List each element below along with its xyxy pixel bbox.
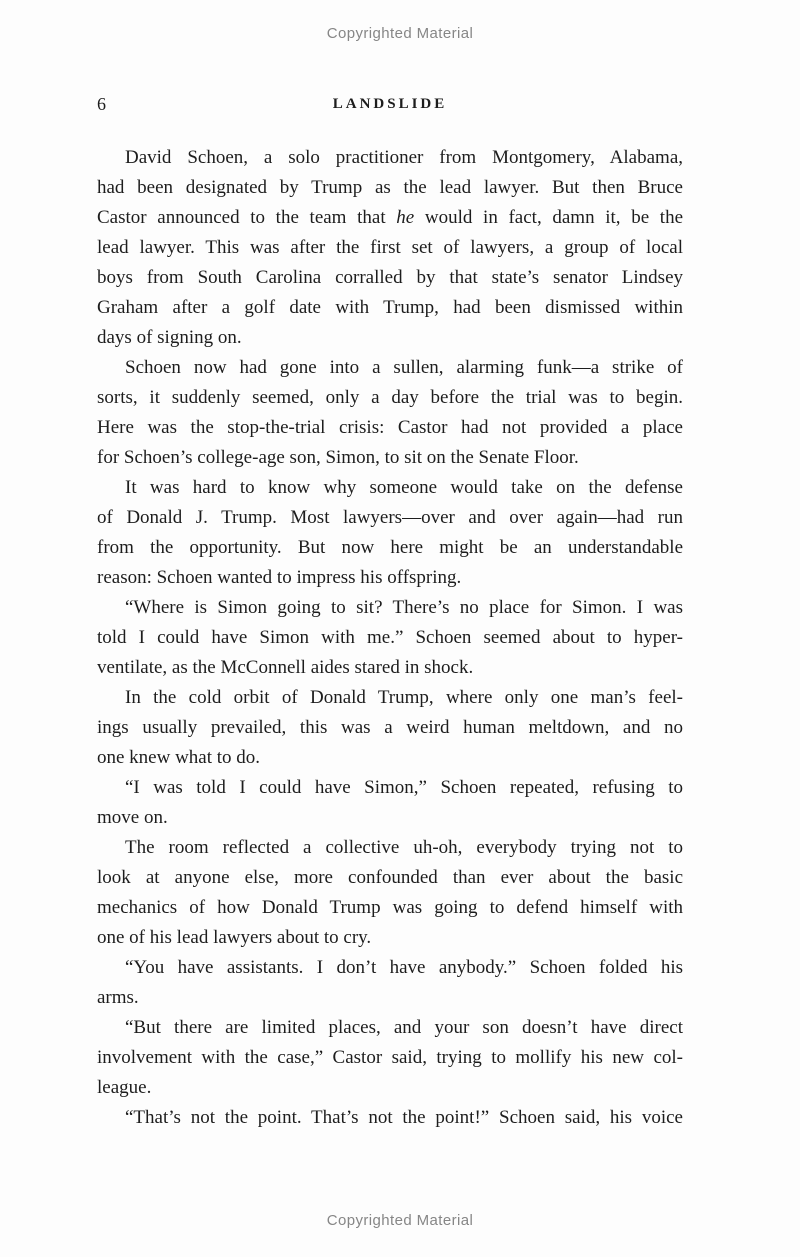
paragraph — [97, 593, 683, 683]
text-line: involvement with the case,” Castor said, trying to mollify his new col- — [97, 1047, 683, 1068]
copyright-notice-top: Copyrighted Material — [326, 25, 474, 42]
text-line: mechanics of how Donald Trump was going to defend himself with — [97, 897, 683, 918]
text-line: “Where is Simon going to sit? There’s no place for Simon. I was — [125, 597, 683, 618]
text-line: “That’s not the point. That’s not the point!” Schoen said, his voice — [125, 1107, 683, 1128]
text-line: move on. — [97, 807, 168, 828]
paragraph — [97, 1103, 683, 1133]
text-line: league. — [97, 1077, 152, 1098]
text-line: Schoen now had gone into a sullen, alarming funk—a strike of — [125, 357, 683, 378]
paragraph — [97, 473, 683, 593]
text-line: for Schoen’s college-age son, Simon, to sit on the Senate Floor. — [97, 447, 579, 468]
text-line: had been designated by Trump as the lead lawyer. But then Bruce — [97, 177, 683, 198]
text-line: from the opportunity. But now here might be an understandable — [97, 537, 683, 558]
text-line: “I was told I could have Simon,” Schoen repeated, refusing to — [125, 777, 683, 798]
text-line: days of signing on. — [97, 327, 242, 348]
text-line: boys from South Carolina corralled by that state’s senator Lindsey — [97, 267, 683, 288]
paragraph — [97, 773, 683, 833]
text-line: one knew what to do. — [97, 747, 261, 768]
text-line: lead lawyer. This was after the first set of lawyers, a group of local — [97, 237, 683, 258]
text-line: David Schoen, a solo practitioner from Montgomery, Alabama, — [125, 147, 683, 168]
text-line: of Donald J. Trump. Most lawyers—over and over again—had run — [97, 507, 683, 528]
text-line: told I could have Simon with me.” Schoen seemed about to hyper- — [97, 627, 683, 648]
page-number: 6 — [97, 94, 106, 114]
text-line: “You have assistants. I don’t have anybody.” Schoen folded his — [125, 957, 683, 978]
paragraph — [97, 1013, 683, 1103]
paragraph — [97, 353, 683, 473]
page-body — [97, 143, 683, 1133]
text-line: look at anyone else, more confounded than ever about the basic — [97, 867, 683, 888]
paragraph — [97, 833, 683, 953]
text-line: The room reflected a collective uh-oh, everybody trying not to — [125, 837, 683, 858]
text-line: Castor announced to the team that he would in fact, damn it, be the — [97, 207, 683, 228]
copyright-notice-bottom: Copyrighted Material — [326, 1212, 474, 1229]
text-line: Graham after a golf date with Trump, had been dismissed within — [97, 297, 683, 318]
paragraph — [97, 683, 683, 773]
text-line: sorts, it suddenly seemed, only a day before the trial was to begin. — [97, 387, 683, 408]
text-line: ventilate, as the McConnell aides stared in shock. — [97, 657, 474, 678]
text-line: one of his lead lawyers about to cry. — [97, 927, 372, 948]
text-line: ings usually prevailed, this was a weird human meltdown, and no — [97, 717, 683, 738]
text-line: reason: Schoen wanted to impress his offspring. — [97, 567, 462, 588]
paragraph — [97, 953, 683, 1013]
text-line: It was hard to know why someone would take on the defense — [125, 477, 683, 498]
text-line: “But there are limited places, and your son doesn’t have direct — [125, 1017, 683, 1038]
running-header — [97, 92, 683, 116]
text-line: In the cold orbit of Donald Trump, where only one man’s feel- — [125, 687, 683, 708]
paragraph — [97, 143, 683, 353]
text-line: arms. — [97, 987, 139, 1008]
text-line: Here was the stop-the-trial crisis: Castor had not provided a place — [97, 417, 683, 438]
running-title: LANDSLIDE — [332, 96, 448, 112]
